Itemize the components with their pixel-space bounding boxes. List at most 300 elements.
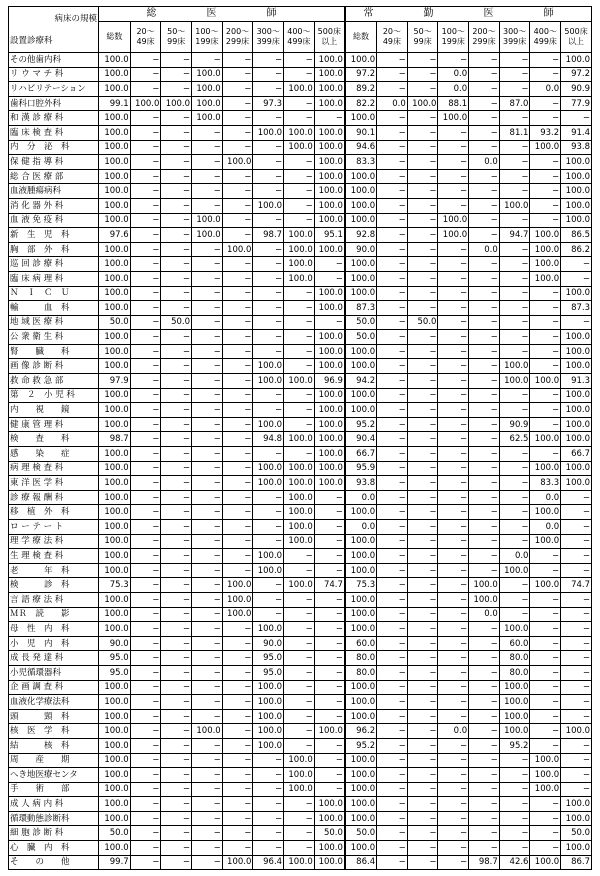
all-physicians-value: −	[222, 111, 253, 126]
fulltime-physicians-value: 100.0	[561, 155, 592, 170]
all-physicians-value: −	[284, 213, 315, 228]
fulltime-physicians-value: 93.8	[345, 476, 377, 491]
fulltime-physicians-value: −	[530, 286, 561, 301]
fulltime-physicians-value: −	[530, 359, 561, 374]
all-physicians-value: 100.0	[284, 257, 315, 272]
fulltime-physicians-value: −	[407, 359, 438, 374]
all-physicians-value: −	[130, 315, 161, 330]
all-physicians-value: −	[284, 53, 315, 68]
all-physicians-value: −	[314, 271, 345, 286]
department-name: 成 人 病 内 科	[9, 797, 99, 812]
table-row	[9, 53, 592, 68]
all-physicians-value: −	[222, 140, 253, 155]
fulltime-physicians-value: −	[469, 432, 500, 447]
fulltime-physicians-value: 100.0	[530, 432, 561, 447]
department-name: 成 長 発 達 科	[9, 651, 99, 666]
fulltime-physicians-value: 100.0	[530, 374, 561, 389]
fulltime-physicians-value: 100.0	[345, 505, 377, 520]
all-physicians-value: −	[253, 82, 284, 97]
all-physicians-value: 100.0	[130, 96, 161, 111]
all-physicians-value: 100.0	[284, 753, 315, 768]
fulltime-physicians-value: −	[469, 461, 500, 476]
fulltime-physicians-value: −	[438, 768, 469, 783]
fulltime-physicians-value: 100.0	[345, 534, 377, 549]
all-physicians-value: 100.0	[314, 447, 345, 462]
fulltime-physicians-value: −	[407, 344, 438, 359]
fulltime-physicians-value: −	[438, 636, 469, 651]
fulltime-physicians-value: −	[377, 155, 408, 170]
fulltime-physicians-value: −	[407, 520, 438, 535]
all-physicians-value: −	[130, 403, 161, 418]
fulltime-physicians-value: −	[407, 563, 438, 578]
all-physicians-value: −	[222, 665, 253, 680]
fulltime-physicians-value: 100.0	[530, 768, 561, 783]
all-physicians-value: 100.0	[284, 125, 315, 140]
fulltime-physicians-value: −	[530, 67, 561, 82]
fulltime-physicians-value: −	[499, 388, 530, 403]
department-name: 和 漢 診 療 科	[9, 111, 99, 126]
fulltime-physicians-value: −	[561, 636, 592, 651]
all-physicians-value: −	[253, 286, 284, 301]
fulltime-physicians-value: −	[407, 709, 438, 724]
table-row	[9, 695, 592, 710]
fulltime-physicians-value: −	[469, 286, 500, 301]
fulltime-physicians-value: −	[377, 797, 408, 812]
all-physicians-value: −	[222, 505, 253, 520]
all-physicians-value: 97.6	[99, 228, 131, 243]
fulltime-physicians-value: 95.2	[345, 738, 377, 753]
all-physicians-value: −	[222, 811, 253, 826]
fulltime-physicians-value: −	[377, 271, 408, 286]
all-physicians-value: −	[192, 53, 223, 68]
fulltime-physicians-value: −	[407, 578, 438, 593]
all-physicians-value: 100.0	[99, 738, 131, 753]
fulltime-physicians-value: −	[530, 417, 561, 432]
fulltime-physicians-value: −	[469, 534, 500, 549]
all-physicians-value: −	[161, 782, 192, 797]
all-physicians-value: 100.0	[314, 155, 345, 170]
all-physicians-value: 100.0	[284, 242, 315, 257]
all-physicians-value: −	[130, 67, 161, 82]
all-physicians-value: −	[253, 388, 284, 403]
all-physicians-value: 100.0	[99, 417, 131, 432]
fulltime-physicians-value: 95.2	[345, 417, 377, 432]
all-physicians-value: −	[284, 417, 315, 432]
fulltime-physicians-value: 100.0	[561, 213, 592, 228]
all-physicians-value: −	[222, 622, 253, 637]
all-physicians-value: −	[192, 651, 223, 666]
fulltime-physicians-value: −	[438, 782, 469, 797]
all-physicians-value: −	[253, 169, 284, 184]
all-physicians-value: 100.0	[284, 82, 315, 97]
department-name: へき地医療センタ	[9, 768, 99, 783]
department-name: 救 命 救 急 部	[9, 374, 99, 389]
fulltime-physicians-value: −	[407, 665, 438, 680]
all-physicians-value: −	[130, 797, 161, 812]
all-physicians-value: 100.0	[314, 359, 345, 374]
fulltime-physicians-value: −	[438, 622, 469, 637]
all-physicians-value: 94.8	[253, 432, 284, 447]
all-physicians-value: −	[192, 709, 223, 724]
fulltime-physicians-value: −	[438, 198, 469, 213]
fulltime-physicians-value: −	[438, 315, 469, 330]
fulltime-physicians-value: 42.6	[499, 855, 530, 870]
fulltime-physicians-value: −	[530, 709, 561, 724]
all-physicians-value: −	[130, 841, 161, 856]
fulltime-physicians-value: −	[499, 344, 530, 359]
all-physicians-value: −	[161, 213, 192, 228]
all-physicians-value: −	[253, 826, 284, 841]
all-physicians-value: −	[314, 665, 345, 680]
all-physicians-value: 100.0	[284, 534, 315, 549]
fulltime-physicians-value: −	[499, 257, 530, 272]
fulltime-physicians-value: 91.3	[561, 374, 592, 389]
fulltime-physicians-value: −	[407, 768, 438, 783]
fulltime-physicians-value: 83.3	[345, 155, 377, 170]
department-name: 内 視 鏡	[9, 403, 99, 418]
fulltime-physicians-value: −	[407, 184, 438, 199]
all-physicians-value: 75.3	[99, 578, 131, 593]
fulltime-physicians-value: 100.0	[345, 841, 377, 856]
fulltime-physicians-value: 100.0	[345, 782, 377, 797]
all-physicians-value: −	[314, 680, 345, 695]
all-physicians-value: −	[161, 811, 192, 826]
all-physicians-value: 100.0	[253, 461, 284, 476]
bed-scale-label: 病床の規模	[54, 13, 97, 24]
fulltime-physicians-value: −	[530, 184, 561, 199]
table-row	[9, 709, 592, 724]
fulltime-physicians-value: 100.0	[345, 811, 377, 826]
table-row	[9, 155, 592, 170]
all-physicians-value: 100.0	[314, 855, 345, 870]
department-name: 心 臓 内 科	[9, 841, 99, 856]
fulltime-physicians-value: −	[499, 768, 530, 783]
all-physicians-value: −	[192, 782, 223, 797]
department-name: 病 理 検 査 科	[9, 461, 99, 476]
fulltime-physicians-value: −	[561, 695, 592, 710]
all-physicians-value: 100.0	[284, 520, 315, 535]
fulltime-physicians-value: 100.0	[499, 622, 530, 637]
all-physicians-value: −	[222, 563, 253, 578]
fulltime-physicians-value: −	[469, 622, 500, 637]
fulltime-physicians-value: −	[438, 359, 469, 374]
all-physicians-value: −	[314, 709, 345, 724]
all-physicians-value: −	[314, 549, 345, 564]
all-physicians-value: −	[192, 476, 223, 491]
all-physicians-value: −	[161, 505, 192, 520]
column-header: 50〜99床	[407, 22, 438, 53]
table-row	[9, 622, 592, 637]
all-physicians-value: −	[192, 826, 223, 841]
all-physicians-value: −	[192, 607, 223, 622]
table-row	[9, 432, 592, 447]
fulltime-physicians-value: −	[469, 811, 500, 826]
all-physicians-value: −	[314, 257, 345, 272]
fulltime-physicians-value: −	[377, 841, 408, 856]
fulltime-physicians-value: 89.2	[345, 82, 377, 97]
all-physicians-value: −	[222, 695, 253, 710]
all-physicians-value: −	[161, 724, 192, 739]
fulltime-physicians-value: −	[499, 578, 530, 593]
fulltime-physicians-value: −	[377, 198, 408, 213]
all-physicians-value: 100.0	[99, 53, 131, 68]
fulltime-physicians-value: 0.0	[469, 155, 500, 170]
all-physicians-value: 100.0	[284, 578, 315, 593]
fulltime-physicians-value: −	[377, 359, 408, 374]
fulltime-physicians-value: 95.9	[345, 461, 377, 476]
all-physicians-value: −	[130, 695, 161, 710]
fulltime-physicians-value: −	[377, 549, 408, 564]
all-physicians-value: −	[284, 67, 315, 82]
table-row	[9, 592, 592, 607]
statistics-table	[8, 6, 592, 870]
all-physicians-value: 100.0	[99, 359, 131, 374]
fulltime-physicians-value: −	[407, 534, 438, 549]
all-physicians-value: −	[314, 622, 345, 637]
fulltime-physicians-value: −	[469, 184, 500, 199]
fulltime-physicians-value: 86.2	[561, 242, 592, 257]
all-physicians-value: 100.0	[99, 169, 131, 184]
fulltime-physicians-value: 100.0	[438, 111, 469, 126]
fulltime-physicians-value: 0.0	[469, 242, 500, 257]
all-physicians-value: 100.0	[314, 53, 345, 68]
fulltime-physicians-value: −	[469, 841, 500, 856]
all-physicians-value: −	[222, 432, 253, 447]
table-row	[9, 578, 592, 593]
all-physicians-value: −	[130, 228, 161, 243]
all-physicians-value: −	[284, 301, 315, 316]
fulltime-physicians-value: −	[377, 242, 408, 257]
fulltime-physicians-value: −	[407, 228, 438, 243]
fulltime-physicians-value: 100.0	[561, 811, 592, 826]
fulltime-physicians-value: 100.0	[345, 257, 377, 272]
all-physicians-value: −	[284, 622, 315, 637]
fulltime-physicians-value: −	[438, 330, 469, 345]
all-physicians-value: −	[253, 607, 284, 622]
fulltime-physicians-value: 100.0	[469, 592, 500, 607]
table-row	[9, 111, 592, 126]
fulltime-physicians-value: 50.0	[345, 330, 377, 345]
fulltime-physicians-value: 100.0	[499, 709, 530, 724]
all-physicians-value: −	[314, 695, 345, 710]
all-physicians-value: −	[222, 461, 253, 476]
fulltime-physicians-value: −	[530, 111, 561, 126]
fulltime-physicians-value: 100.0	[345, 286, 377, 301]
fulltime-physicians-value: −	[469, 330, 500, 345]
fulltime-physicians-value: 100.0	[561, 359, 592, 374]
fulltime-physicians-value: −	[377, 301, 408, 316]
all-physicians-value: −	[161, 695, 192, 710]
fulltime-physicians-value: −	[469, 695, 500, 710]
fulltime-physicians-value: −	[377, 388, 408, 403]
all-physicians-value: 100.0	[222, 607, 253, 622]
table-row	[9, 403, 592, 418]
fulltime-physicians-value: −	[407, 622, 438, 637]
fulltime-physicians-value: 100.0	[561, 476, 592, 491]
all-physicians-value: 100.0	[99, 534, 131, 549]
fulltime-physicians-value: −	[530, 549, 561, 564]
all-physicians-value: −	[161, 169, 192, 184]
fulltime-physicians-value: −	[469, 826, 500, 841]
fulltime-physicians-value: −	[530, 592, 561, 607]
all-physicians-value: −	[192, 257, 223, 272]
fulltime-physicians-value: −	[530, 344, 561, 359]
all-physicians-value: 100.0	[99, 797, 131, 812]
all-physicians-value: −	[130, 520, 161, 535]
table-row	[9, 563, 592, 578]
fulltime-physicians-value: −	[530, 724, 561, 739]
all-physicians-value: −	[161, 286, 192, 301]
all-physicians-value: −	[130, 388, 161, 403]
department-name: 画 像 診 断 科	[9, 359, 99, 374]
fulltime-physicians-value: −	[469, 563, 500, 578]
all-physicians-value: 100.0	[284, 490, 315, 505]
all-physicians-value: 100.0	[314, 476, 345, 491]
fulltime-physicians-value: −	[438, 607, 469, 622]
all-physicians-value: −	[284, 811, 315, 826]
all-physicians-value: 100.0	[253, 549, 284, 564]
fulltime-physicians-value: −	[469, 768, 500, 783]
fulltime-physicians-value: −	[377, 505, 408, 520]
all-physicians-value: −	[192, 490, 223, 505]
fulltime-physicians-value: −	[438, 286, 469, 301]
all-physicians-value: −	[222, 344, 253, 359]
table-row	[9, 768, 592, 783]
all-physicians-value: −	[130, 738, 161, 753]
all-physicians-value: −	[222, 680, 253, 695]
all-physicians-value: −	[222, 753, 253, 768]
all-physicians-value: −	[253, 213, 284, 228]
all-physicians-value: 100.0	[192, 82, 223, 97]
fulltime-physicians-value: 100.0	[345, 709, 377, 724]
fulltime-physicians-value: −	[499, 271, 530, 286]
all-physicians-value: −	[284, 403, 315, 418]
all-physicians-value: 100.0	[99, 82, 131, 97]
fulltime-physicians-value: 100.0	[345, 198, 377, 213]
fulltime-physicians-value: 80.0	[499, 651, 530, 666]
department-name: 血液化学療法科	[9, 695, 99, 710]
fulltime-physicians-value: 100.0	[530, 242, 561, 257]
all-physicians-value: 100.0	[99, 301, 131, 316]
fulltime-physicians-value: −	[561, 738, 592, 753]
all-physicians-value: −	[192, 403, 223, 418]
fulltime-physicians-value: −	[469, 490, 500, 505]
all-physicians-value: −	[253, 403, 284, 418]
fulltime-physicians-value: 94.7	[499, 228, 530, 243]
all-physicians-value: −	[314, 651, 345, 666]
fulltime-physicians-value: −	[407, 811, 438, 826]
all-physicians-value: −	[222, 301, 253, 316]
fulltime-physicians-value: −	[377, 374, 408, 389]
all-physicians-value: −	[161, 228, 192, 243]
department-name: 結 核 科	[9, 738, 99, 753]
all-physicians-value: −	[192, 563, 223, 578]
all-physicians-value: −	[284, 724, 315, 739]
all-physicians-value: −	[161, 826, 192, 841]
department-name: 臨 床 検 査 科	[9, 125, 99, 140]
all-physicians-value: 100.0	[99, 330, 131, 345]
fulltime-physicians-value: −	[530, 695, 561, 710]
all-physicians-value: −	[192, 695, 223, 710]
fulltime-physicians-value: −	[377, 578, 408, 593]
fulltime-physicians-value: −	[407, 330, 438, 345]
fulltime-physicians-value: −	[499, 330, 530, 345]
fulltime-physicians-value: −	[438, 301, 469, 316]
table-row	[9, 841, 592, 856]
all-physicians-value: 100.0	[99, 841, 131, 856]
all-physicians-value: −	[284, 709, 315, 724]
all-physicians-value: −	[253, 753, 284, 768]
all-physicians-value: −	[161, 155, 192, 170]
all-physicians-value: −	[130, 432, 161, 447]
table-row	[9, 753, 592, 768]
fulltime-physicians-value: −	[499, 53, 530, 68]
fulltime-physicians-value: −	[530, 447, 561, 462]
all-physicians-value: 100.0	[314, 213, 345, 228]
department-name: 輸 血 科	[9, 301, 99, 316]
table-row	[9, 198, 592, 213]
all-physicians-value: −	[130, 636, 161, 651]
all-physicians-value: −	[222, 651, 253, 666]
all-physicians-value: −	[284, 388, 315, 403]
fulltime-physicians-value: −	[499, 140, 530, 155]
fulltime-physicians-value: −	[469, 636, 500, 651]
fulltime-physicians-value: 0.0	[438, 724, 469, 739]
fulltime-physicians-value: −	[530, 155, 561, 170]
all-physicians-value: 95.0	[253, 665, 284, 680]
fulltime-physicians-value: −	[561, 111, 592, 126]
all-physicians-value: −	[130, 665, 161, 680]
fulltime-physicians-value: −	[438, 534, 469, 549]
all-physicians-value: −	[192, 344, 223, 359]
all-physicians-value: −	[161, 271, 192, 286]
all-physicians-value: 100.0	[314, 286, 345, 301]
table-row	[9, 461, 592, 476]
fulltime-physicians-value: −	[407, 111, 438, 126]
fulltime-physicians-value: −	[377, 67, 408, 82]
department-name: 総 合 医 療 部	[9, 169, 99, 184]
department-name: 胸 部 外 科	[9, 242, 99, 257]
fulltime-physicians-value: −	[499, 169, 530, 184]
fulltime-physicians-value: −	[407, 855, 438, 870]
fulltime-physicians-value: −	[407, 169, 438, 184]
all-physicians-value: 100.0	[99, 724, 131, 739]
fulltime-physicians-value: −	[469, 417, 500, 432]
table-row	[9, 359, 592, 374]
fulltime-physicians-value: −	[377, 592, 408, 607]
all-physicians-value: −	[161, 330, 192, 345]
fulltime-physicians-value: 81.1	[499, 125, 530, 140]
fulltime-physicians-value: −	[407, 651, 438, 666]
all-physicians-value: −	[161, 490, 192, 505]
table-row	[9, 651, 592, 666]
all-physicians-value: 100.0	[314, 417, 345, 432]
all-physicians-value: −	[253, 534, 284, 549]
all-physicians-value: 100.0	[192, 228, 223, 243]
all-physicians-value: −	[314, 520, 345, 535]
fulltime-physicians-value: 100.0	[345, 768, 377, 783]
all-physicians-value: −	[192, 753, 223, 768]
table-row	[9, 271, 592, 286]
department-name: 企 画 調 査 科	[9, 680, 99, 695]
fulltime-physicians-value: −	[499, 461, 530, 476]
fulltime-physicians-value: −	[530, 198, 561, 213]
fulltime-physicians-value: 86.7	[561, 855, 592, 870]
fulltime-physicians-value: −	[438, 563, 469, 578]
fulltime-physicians-value: −	[499, 811, 530, 826]
all-physicians-value: −	[253, 447, 284, 462]
all-physicians-value: −	[130, 374, 161, 389]
